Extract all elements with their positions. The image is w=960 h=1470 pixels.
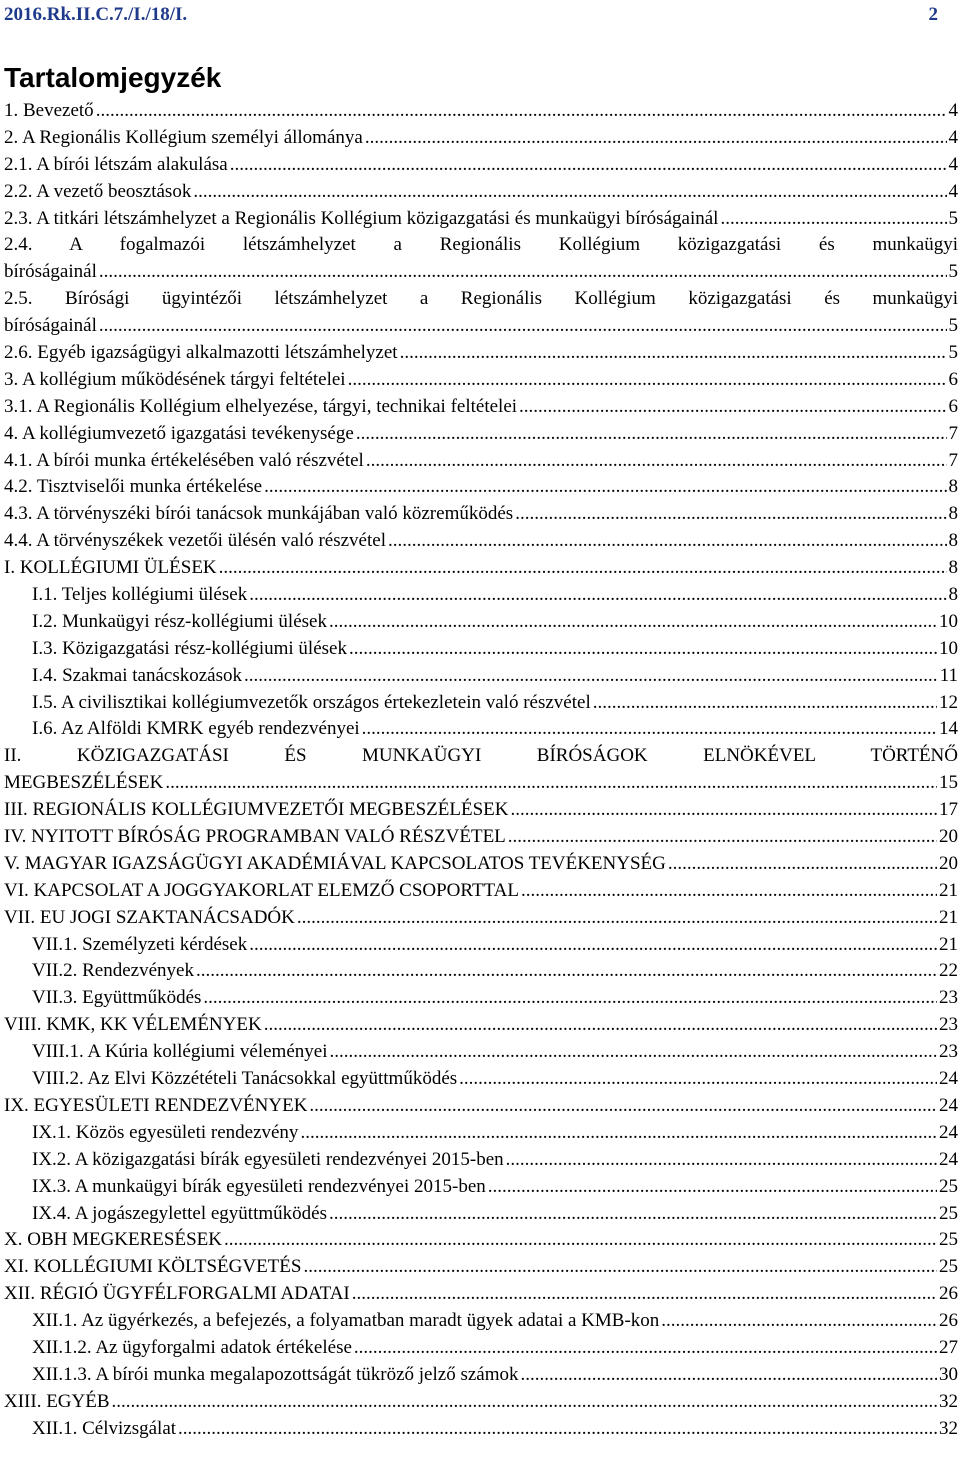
toc-entry[interactable] bbox=[4, 152, 958, 179]
dot-leader bbox=[400, 340, 947, 367]
toc-entry[interactable] bbox=[4, 1066, 958, 1093]
toc-entry[interactable] bbox=[4, 367, 958, 394]
table-of-contents bbox=[4, 98, 958, 1443]
toc-entry[interactable] bbox=[4, 959, 958, 986]
toc-entry-label: 2.3. A titkári létszámhelyzet a Regionális Kollégium közigazgatási és munkaügyi bíróságainál bbox=[4, 207, 719, 229]
dot-leader bbox=[356, 421, 947, 448]
dot-leader bbox=[193, 179, 946, 206]
toc-entry-page: 20 bbox=[939, 826, 958, 848]
toc-entry-label: XII.1.3. A bírói munka megalapozottságát tükröző jelző számok bbox=[32, 1363, 519, 1385]
toc-entry-label: VII.3. Együttműködés bbox=[32, 987, 202, 1009]
toc-entry[interactable] bbox=[4, 1362, 958, 1389]
toc-entry-page: 25 bbox=[939, 1229, 958, 1251]
dot-leader bbox=[388, 528, 947, 555]
toc-entry-page: 24 bbox=[939, 1068, 958, 1090]
toc-entry-page: 26 bbox=[939, 1310, 958, 1332]
toc-entry-page: 24 bbox=[939, 1148, 958, 1170]
toc-entry[interactable] bbox=[4, 1120, 958, 1147]
dot-leader bbox=[249, 932, 937, 959]
toc-entry-label: 4. A kollégiumvezető igazgatási tevékenysége bbox=[4, 422, 354, 444]
dot-leader bbox=[329, 1039, 937, 1066]
dot-leader bbox=[230, 152, 947, 179]
toc-entry-page: 27 bbox=[939, 1336, 958, 1358]
toc-entry-label: VIII.2. Az Elvi Közzétételi Tanácsokkal együttműködés bbox=[32, 1068, 458, 1090]
dot-leader bbox=[593, 690, 937, 717]
toc-entry-page: 23 bbox=[939, 1041, 958, 1063]
toc-entry-page: 11 bbox=[939, 664, 958, 686]
toc-entry-page: 23 bbox=[939, 987, 958, 1009]
toc-entry-label: 2.4. A fogalmazói létszámhelyzet a Regionális Kollégium közigazgatási és munkaügyi bbox=[4, 234, 958, 256]
dot-leader bbox=[196, 958, 937, 985]
toc-entry-label: V. MAGYAR IGAZSÁGÜGYI AKADÉMIÁVAL KAPCSOLATOS TEVÉKENYSÉG bbox=[4, 852, 666, 874]
toc-entry-label: XII.1. Az ügyérkezés, a befejezés, a folyamatban maradt ügyek adatai a KMB-kon bbox=[32, 1310, 660, 1332]
dot-leader bbox=[329, 1201, 937, 1228]
toc-entry[interactable] bbox=[4, 1254, 958, 1281]
toc-entry[interactable] bbox=[4, 932, 958, 959]
toc-entry-label: IX.1. Közös egyesületi rendezvény bbox=[32, 1121, 299, 1143]
toc-entry[interactable] bbox=[4, 394, 958, 421]
dot-leader bbox=[112, 1389, 937, 1416]
toc-entry[interactable] bbox=[4, 98, 958, 125]
toc-entry-page: 25 bbox=[939, 1175, 958, 1197]
toc-entry[interactable] bbox=[4, 851, 958, 878]
dot-leader bbox=[300, 1120, 937, 1147]
toc-entry-page: 8 bbox=[948, 530, 958, 552]
toc-entry-label: IX. EGYESÜLETI RENDEZVÉNYEK bbox=[4, 1094, 308, 1116]
toc-entry[interactable] bbox=[4, 1093, 958, 1120]
toc-entry-label: I.3. Közigazgatási rész-kollégiumi ülések bbox=[32, 637, 347, 659]
toc-entry-page: 10 bbox=[939, 610, 958, 632]
toc-entry[interactable] bbox=[4, 985, 958, 1012]
toc-entry[interactable] bbox=[4, 1012, 958, 1039]
toc-entry-label: VII.1. Személyzeti kérdések bbox=[32, 933, 248, 955]
toc-entry-label: VII. EU JOGI SZAKTANÁCSADÓK bbox=[4, 906, 295, 928]
toc-entry[interactable] bbox=[4, 340, 958, 367]
toc-entry[interactable] bbox=[4, 1174, 958, 1201]
toc-entry[interactable] bbox=[4, 474, 958, 501]
toc-entry-label: XII.1.2. Az ügyforgalmi adatok értékelése bbox=[32, 1336, 352, 1358]
dot-leader bbox=[203, 985, 937, 1012]
toc-entry[interactable] bbox=[4, 125, 958, 152]
toc-entry-page: 5 bbox=[948, 342, 958, 363]
toc-entry-label: VIII. KMK, KK VÉLEMÉNYEK bbox=[4, 1014, 262, 1036]
toc-entry-label: III. REGIONÁLIS KOLLÉGIUMVEZETŐI MEGBESZÉLÉSEK bbox=[4, 799, 509, 821]
page-title: Tartalomjegyzék bbox=[4, 62, 222, 93]
toc-entry-label: I.1. Teljes kollégiumi ülések bbox=[32, 584, 248, 606]
toc-entry-page: 4 bbox=[948, 180, 958, 202]
dot-leader bbox=[96, 98, 947, 125]
toc-entry[interactable] bbox=[4, 1281, 958, 1308]
toc-entry-label: IV. NYITOTT BÍRÓSÁG PROGRAMBAN VALÓ RÉSZVÉTEL bbox=[4, 826, 506, 848]
toc-entry-label: I.5. A civilisztikai kollégiumvezetők országos értekezletein való részvétel bbox=[32, 691, 591, 713]
toc-entry-label: XII.1. Célvizsgálat bbox=[32, 1417, 177, 1439]
toc-entry-page: 8 bbox=[948, 476, 958, 498]
toc-entry-label: I.2. Munkaügyi rész-kollégiumi ülések bbox=[32, 610, 327, 632]
page-header bbox=[4, 0, 938, 30]
toc-entry-page: 5 bbox=[948, 315, 958, 337]
toc-entry[interactable] bbox=[4, 1335, 958, 1362]
dot-leader bbox=[178, 1416, 937, 1443]
toc-entry-page: 22 bbox=[939, 960, 958, 982]
toc-entry[interactable] bbox=[4, 824, 958, 851]
toc-entry-label: XI. KOLLÉGIUMI KÖLTSÉGVETÉS bbox=[4, 1256, 302, 1278]
dot-leader bbox=[165, 770, 937, 797]
toc-entry[interactable] bbox=[4, 1416, 958, 1443]
toc-entry[interactable] bbox=[4, 716, 958, 743]
toc-entry[interactable] bbox=[4, 1201, 958, 1228]
dot-leader bbox=[508, 824, 937, 851]
toc-entry[interactable] bbox=[4, 663, 958, 690]
toc-entry-page: 8 bbox=[948, 503, 958, 525]
toc-entry-label: 3.1. A Regionális Kollégium elhelyezése, tárgyi, technikai feltételei bbox=[4, 395, 518, 417]
toc-entry-page: 12 bbox=[939, 691, 958, 713]
dot-leader bbox=[510, 797, 937, 824]
toc-entry-page: 8 bbox=[948, 584, 958, 606]
toc-entry-label: 2.1. A bírói létszám alakulása bbox=[4, 153, 228, 175]
toc-entry-label: 2.5. Bírósági ügyintézői létszámhelyzet a Regionális Kollégium közigazgatási és munkaügyi bbox=[4, 288, 958, 310]
dot-leader bbox=[99, 259, 947, 286]
toc-entry-page: 25 bbox=[939, 1256, 958, 1278]
toc-entry[interactable] bbox=[4, 206, 958, 233]
dot-leader bbox=[365, 125, 947, 152]
toc-entry-label: VIII.1. A Kúria kollégiumi véleményei bbox=[32, 1041, 328, 1063]
toc-entry-page: 20 bbox=[939, 852, 958, 874]
toc-entry-page: 5 bbox=[948, 207, 958, 229]
toc-entry[interactable] bbox=[4, 743, 958, 797]
dot-leader bbox=[309, 1093, 937, 1120]
toc-entry-label: IX.3. A munkaügyi bírák egyesületi rendezvényei 2015-ben bbox=[32, 1175, 486, 1197]
toc-entry[interactable] bbox=[4, 421, 958, 448]
dot-leader bbox=[244, 663, 938, 690]
dot-leader bbox=[329, 609, 937, 636]
toc-entry-label: I. KOLLÉGIUMI ÜLÉSEK bbox=[4, 557, 217, 579]
toc-entry-label: 1. Bevezető bbox=[4, 99, 94, 121]
toc-entry-label: VI. KAPCSOLAT A JOGGYAKORLAT ELEMZŐ CSOPORTTAL bbox=[4, 879, 519, 901]
toc-entry[interactable] bbox=[4, 905, 958, 932]
toc-entry-label: IX.4. A jogászegylettel együttműködés bbox=[32, 1202, 327, 1224]
toc-entry-label: IX.2. A közigazgatási bírák egyesületi rendezvényei 2015-ben bbox=[32, 1148, 504, 1170]
toc-entry[interactable] bbox=[4, 286, 958, 340]
toc-entry[interactable] bbox=[4, 609, 958, 636]
toc-entry-label: 2.6. Egyéb igazságügyi alkalmazotti létszámhelyzet bbox=[4, 342, 398, 363]
toc-entry-label-continued: bíróságainál bbox=[4, 315, 97, 337]
dot-leader bbox=[348, 367, 947, 394]
toc-entry-label: XII. RÉGIÓ ÜGYFÉLFORGALMI ADATAI bbox=[4, 1283, 350, 1305]
toc-entry-label: X. OBH MEGKERESÉSEK bbox=[4, 1229, 222, 1251]
dot-leader bbox=[521, 878, 937, 905]
dot-leader bbox=[354, 1335, 937, 1362]
toc-entry[interactable] bbox=[4, 501, 958, 528]
toc-entry-page: 32 bbox=[939, 1417, 958, 1439]
toc-entry-label-continued: bíróságainál bbox=[4, 261, 97, 283]
toc-entry[interactable] bbox=[4, 1227, 958, 1254]
toc-entry[interactable] bbox=[4, 448, 958, 475]
toc-entry-label: VII.2. Rendezvények bbox=[32, 960, 194, 982]
dot-leader bbox=[488, 1174, 937, 1201]
toc-entry-page: 32 bbox=[939, 1390, 958, 1412]
toc-entry-page: 4 bbox=[948, 153, 958, 175]
toc-entry[interactable] bbox=[4, 1308, 958, 1335]
dot-leader bbox=[219, 555, 947, 582]
toc-entry-label: 3. A kollégium működésének tárgyi feltételei bbox=[4, 368, 346, 390]
toc-entry-page: 26 bbox=[939, 1283, 958, 1305]
toc-entry[interactable] bbox=[4, 1389, 958, 1416]
toc-entry-page: 23 bbox=[939, 1014, 958, 1036]
toc-entry-page: 4 bbox=[948, 126, 958, 148]
toc-entry-page: 21 bbox=[939, 906, 958, 928]
toc-entry-page: 7 bbox=[948, 422, 958, 444]
toc-entry[interactable] bbox=[4, 797, 958, 824]
toc-entry-page: 15 bbox=[939, 772, 958, 794]
dot-leader bbox=[349, 636, 937, 663]
toc-entry-page: 21 bbox=[939, 933, 958, 955]
dot-leader bbox=[661, 1308, 937, 1335]
toc-entry[interactable] bbox=[4, 528, 958, 555]
toc-entry-label: XIII. EGYÉB bbox=[4, 1390, 110, 1412]
page-number: 2 bbox=[928, 4, 938, 25]
dot-leader bbox=[521, 1362, 938, 1389]
toc-entry-page: 21 bbox=[939, 879, 958, 901]
toc-entry-label: 4.3. A törvényszéki bírói tanácsok munkájában való közreműködés bbox=[4, 503, 514, 525]
dot-leader bbox=[224, 1227, 937, 1254]
toc-entry-page: 4 bbox=[948, 99, 958, 121]
toc-entry[interactable] bbox=[4, 1039, 958, 1066]
toc-entry[interactable] bbox=[4, 878, 958, 905]
toc-entry-page: 24 bbox=[939, 1121, 958, 1143]
toc-entry-page: 30 bbox=[939, 1363, 958, 1385]
toc-entry-label: II. KÖZIGAZGATÁSI ÉS MUNKAÜGYI BÍRÓSÁGOK ELNÖKÉVEL TÖRTÉNŐ bbox=[4, 745, 958, 767]
toc-entry-page: 6 bbox=[948, 395, 958, 417]
toc-entry[interactable] bbox=[4, 582, 958, 609]
toc-entry-page: 25 bbox=[939, 1202, 958, 1224]
toc-entry-label-continued: MEGBESZÉLÉSEK bbox=[4, 772, 164, 794]
toc-entry-label: 4.1. A bírói munka értékelésében való részvétel bbox=[4, 449, 364, 471]
toc-entry[interactable] bbox=[4, 690, 958, 717]
toc-entry-page: 8 bbox=[948, 557, 958, 579]
dot-leader bbox=[519, 394, 946, 421]
dot-leader bbox=[459, 1066, 937, 1093]
toc-entry-label: 2. A Regionális Kollégium személyi állománya bbox=[4, 126, 363, 148]
dot-leader bbox=[264, 1012, 937, 1039]
toc-entry-label: 4.4. A törvényszékek vezetői ülésén való részvétel bbox=[4, 530, 386, 552]
toc-entry[interactable] bbox=[4, 179, 958, 206]
toc-entry[interactable] bbox=[4, 232, 958, 286]
toc-entry-page: 7 bbox=[948, 449, 958, 471]
dot-leader bbox=[99, 313, 947, 340]
dot-leader bbox=[506, 1147, 937, 1174]
toc-entry-label: I.6. Az Alföldi KMRK egyéb rendezvényei bbox=[32, 718, 360, 740]
toc-entry-page: 24 bbox=[939, 1094, 958, 1116]
toc-entry[interactable] bbox=[4, 555, 958, 582]
toc-entry-label: 2.2. A vezető beosztások bbox=[4, 180, 192, 202]
toc-entry-page: 14 bbox=[939, 718, 958, 740]
dot-leader bbox=[366, 448, 947, 475]
dot-leader bbox=[352, 1281, 937, 1308]
dot-leader bbox=[249, 582, 946, 609]
toc-entry-page: 10 bbox=[939, 637, 958, 659]
dot-leader bbox=[515, 501, 946, 528]
dot-leader bbox=[720, 206, 946, 233]
dot-leader bbox=[668, 851, 937, 878]
dot-leader bbox=[297, 905, 937, 932]
toc-entry-label: I.4. Szakmai tanácskozások bbox=[32, 664, 242, 686]
toc-entry[interactable] bbox=[4, 636, 958, 663]
dot-leader bbox=[303, 1254, 937, 1281]
dot-leader bbox=[362, 716, 937, 743]
toc-entry-page: 17 bbox=[939, 799, 958, 821]
toc-entry-label: 4.2. Tisztviselői munka értékelése bbox=[4, 476, 263, 498]
document-id: 2016.Rk.II.C.7./I./18/I. bbox=[4, 4, 188, 25]
toc-entry-page: 5 bbox=[948, 261, 958, 283]
toc-entry[interactable] bbox=[4, 1147, 958, 1174]
toc-entry-page: 6 bbox=[948, 368, 958, 390]
dot-leader bbox=[264, 474, 946, 501]
